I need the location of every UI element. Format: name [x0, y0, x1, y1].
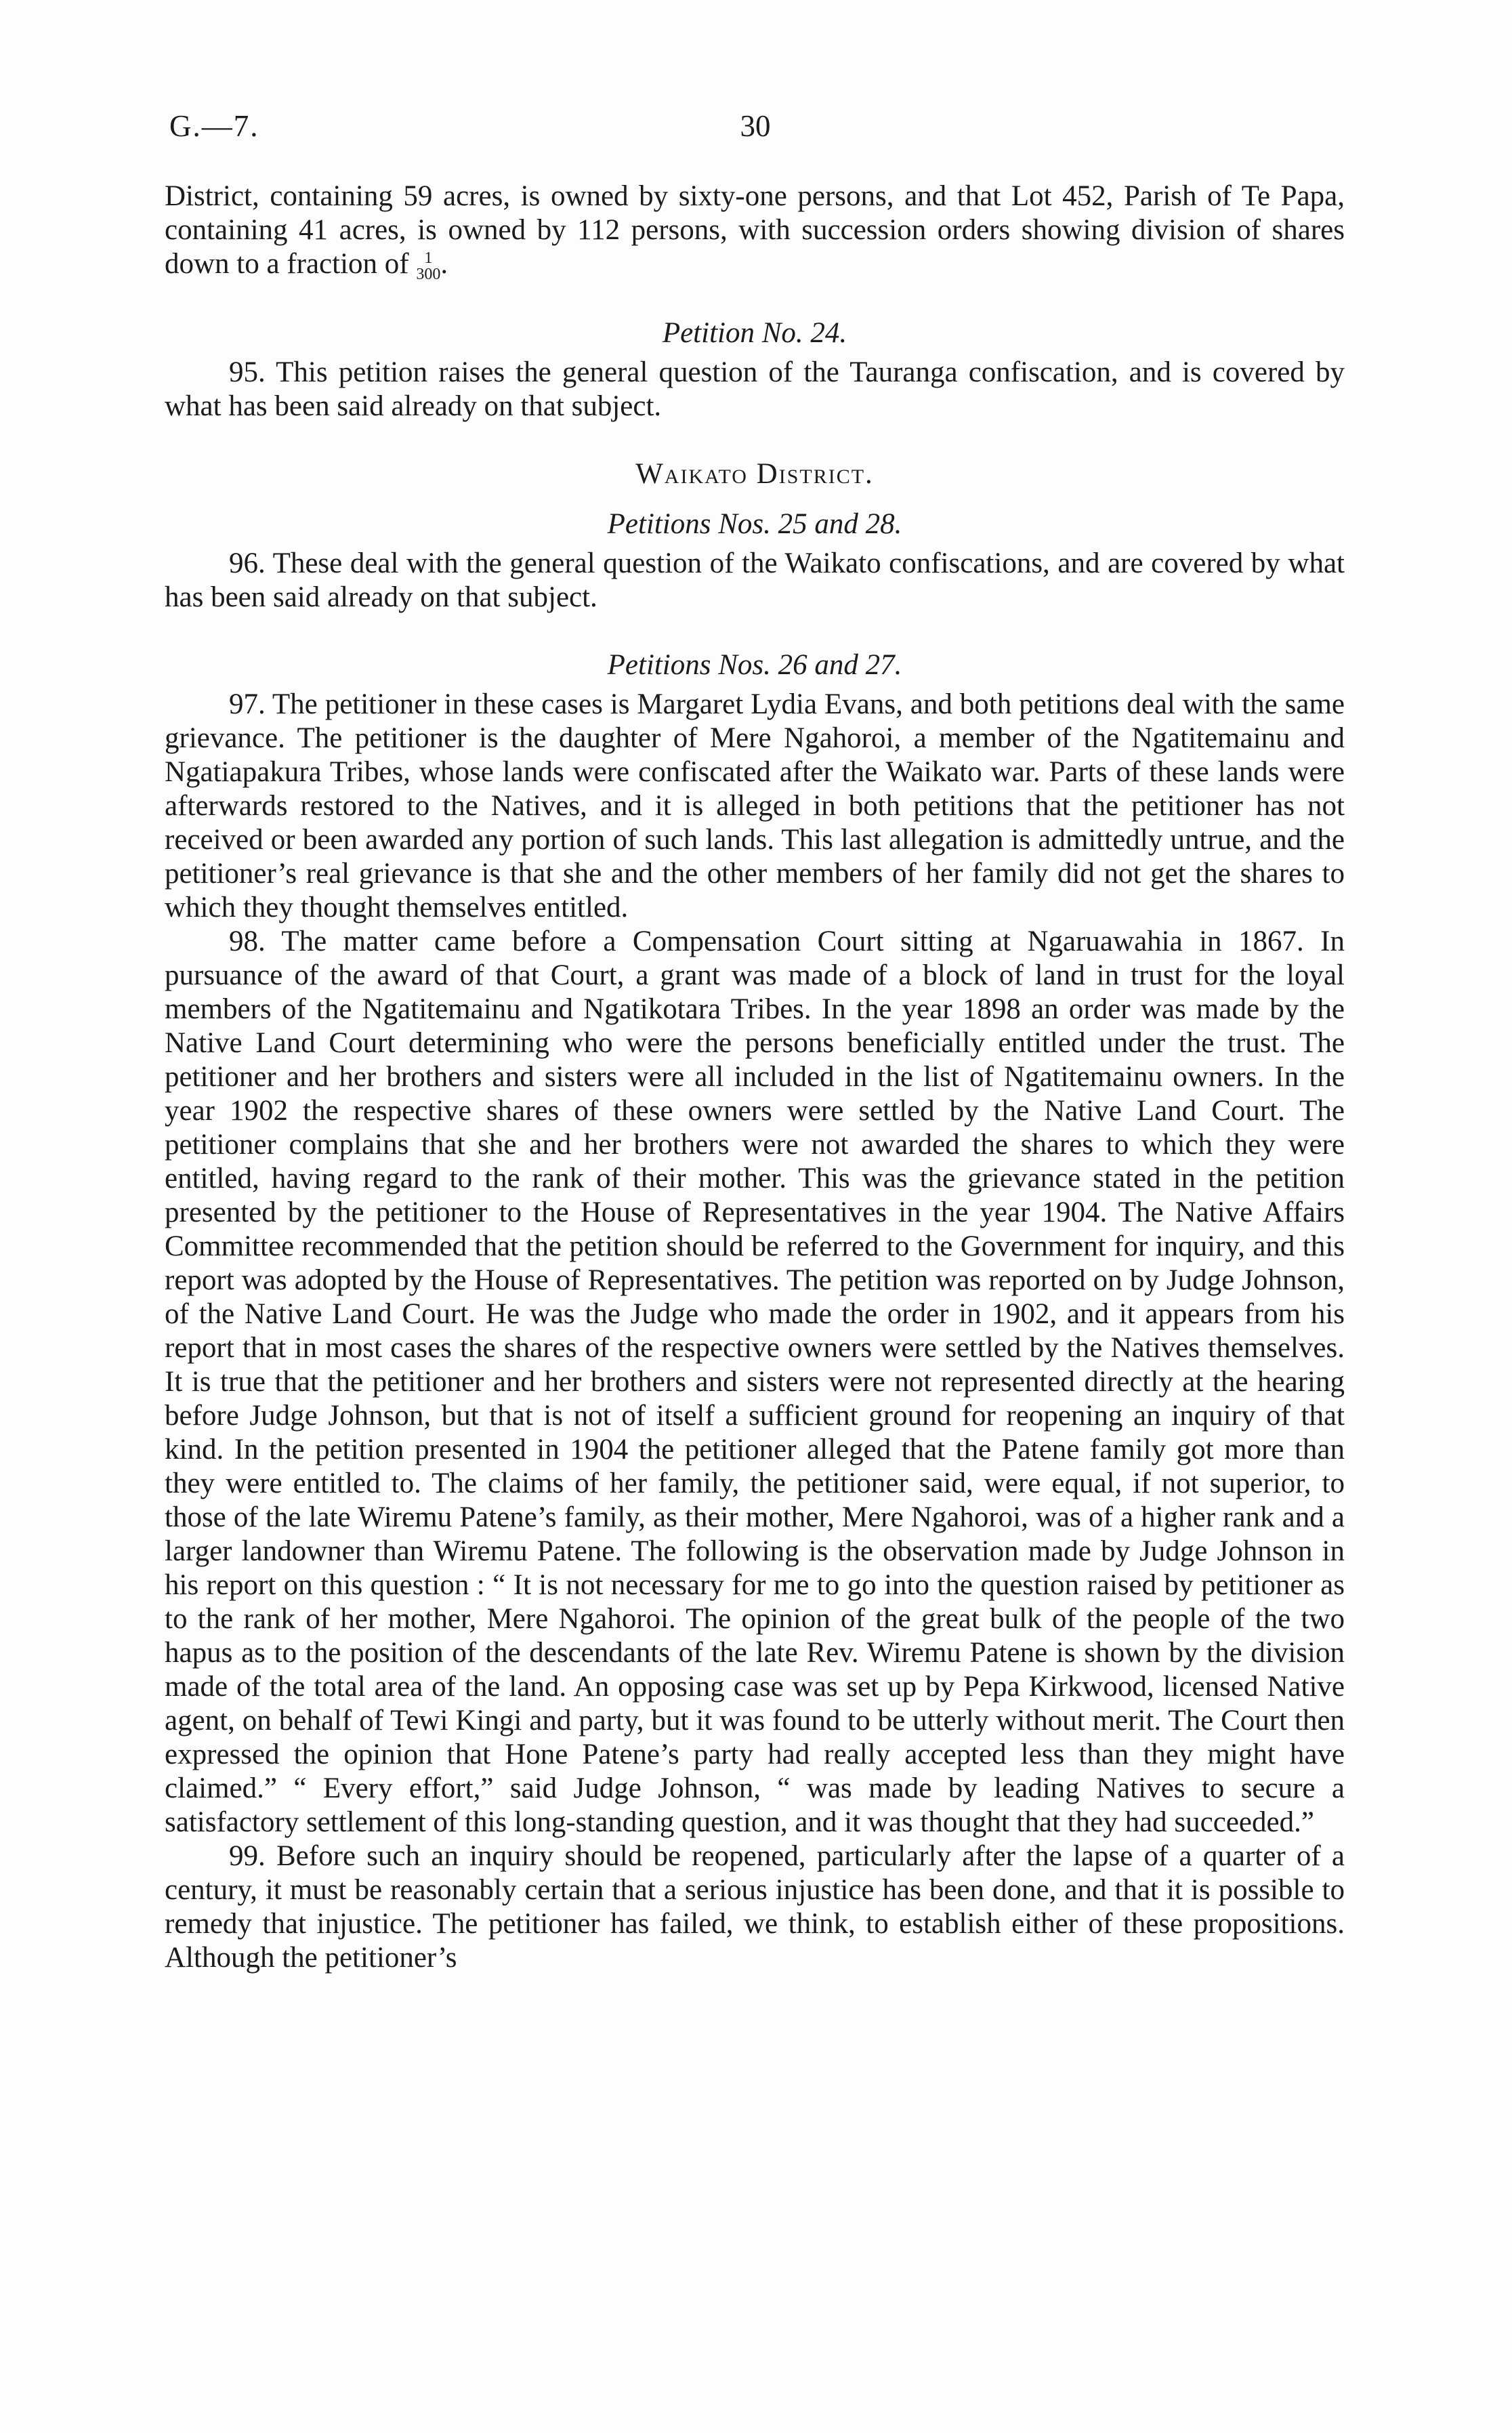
- paragraph-96: 96. These deal with the general question of the Waikato confiscations, and are covered by what has been said already on that subject.: [165, 547, 1345, 614]
- fraction: [416, 250, 440, 283]
- paragraph-97: 97. The petitioner in these cases is Margaret Lydia Evans, and both petitions deal with the same grievance. The petitioner is the daughter of Mere Ngahoroi, a member of the Ngatitemainu and Ngatiapakura Tribes, whose lands were confiscated after the Waikato war. Parts of these lands were afterwards restored to the Natives, and it is alleged in both petitions that the petitioner has not received or been awarded any portion of such lands. This last allegation is admittedly untrue, and the petitioner’s real grievance is that she and the other members of her family did not get the shares to which they thought themselves entitled.: [165, 688, 1345, 924]
- page-number: 30: [740, 109, 771, 143]
- fraction-numerator: 1: [424, 249, 433, 268]
- heading-petition-24: Petition No. 24.: [662, 317, 847, 350]
- paragraph-95: 95. This petition raises the general question of the Tauranga confiscation, and is covered by what has been said already on that subject.: [165, 356, 1345, 423]
- page-header: [169, 108, 1341, 156]
- heading-petitions-25-28: Petitions Nos. 25 and 28.: [607, 508, 902, 541]
- paragraph-99: 99. Before such an inquiry should be reopened, particularly after the lapse of a quarter of a century, it must be reasonably certain that a serious injustice has been done, and that it is possible to remedy that injustice. The petitioner has failed, we think, to establish either of these propositions. Although the petitioner’s: [165, 1840, 1345, 1974]
- intro-paragraph: [165, 180, 1345, 283]
- intro-end: .: [440, 248, 448, 280]
- paragraph-98: 98. The matter came before a Compensation Court sitting at Ngaruawahia in 1867. In pursuance of the award of that Court, a grant was made of a block of land in trust for the loyal members of the Ngatitemainu and Ngatikotara Tribes. In the year 1898 an order was made by the Native Land Court determining who were the persons beneficially entitled under the trust. The petitioner and her brothers and sisters were all included in the list of Ngatitemainu owners. In the year 1902 the respective shares of these owners were settled by the Native Land Court. The petitioner complains that she and her brothers were not awarded the shares to which they were entitled, having regard to the rank of their mother. This was the grievance stated in the petition presented by the petitioner to the House of Representatives in the year 1904. The Native Affairs Committee recommended that the petition should be referred to the Government for inquiry, and this report was adopted by the House of Representatives. The petition was reported on by Judge Johnson, of the Native Land Court. He was the Judge who made the order in 1902, and it appears from his report that in most cases the shares of the respective owners were settled by the Natives themselves. It is true that the petitioner and her brothers and sisters were not represented directly at the hearing before Judge Johnson, but that is not of itself a sufficient ground for reopening an inquiry of that kind. In the petition presented in 1904 the petitioner alleged that the Patene family got more than they were entitled to. The claims of her family, the petitioner said, were equal, if not superior, to those of the late Wiremu Patene’s family, as their mother, Mere Ngahoroi, was of a higher rank and a larger landowner than Wiremu Patene. The following is the observation made by Judge Johnson in his report on this question : “ It is not necessary for me to go into the question raised by petitioner as to the rank of her mother, Mere Ngahoroi. The opinion of the great bulk of the people of the two hapus as to the position of the descendants of the late Rev. Wiremu Patene is shown by the division made of the total area of the land. An opposing case was set up by Pepa Kirkwood, licensed Native agent, on behalf of Tewi Kingi and party, but it was found to be utterly without merit. The Court then expressed the opinion that Hone Patene’s party had really accepted less than they might have claimed.” “ Every effort,” said Judge Johnson, “ was made by leading Natives to secure a satisfactory settlement of this long-standing question, and it was thought that they had succeeded.”: [165, 926, 1345, 1839]
- heading-waikato-district: Waikato District.: [635, 458, 874, 491]
- intro-text: District, containing 59 acres, is owned by sixty-one persons, and that Lot 452, Parish of Te Papa, containing 41 acres, is owned by 112 persons, with succession orders showing division of shares down to a fraction of: [165, 180, 1345, 280]
- document-reference: G.—7.: [169, 109, 259, 143]
- document-body: [165, 180, 1345, 1975]
- fraction-denominator: 300: [416, 266, 441, 284]
- heading-petitions-26-27: Petitions Nos. 26 and 27.: [607, 649, 902, 682]
